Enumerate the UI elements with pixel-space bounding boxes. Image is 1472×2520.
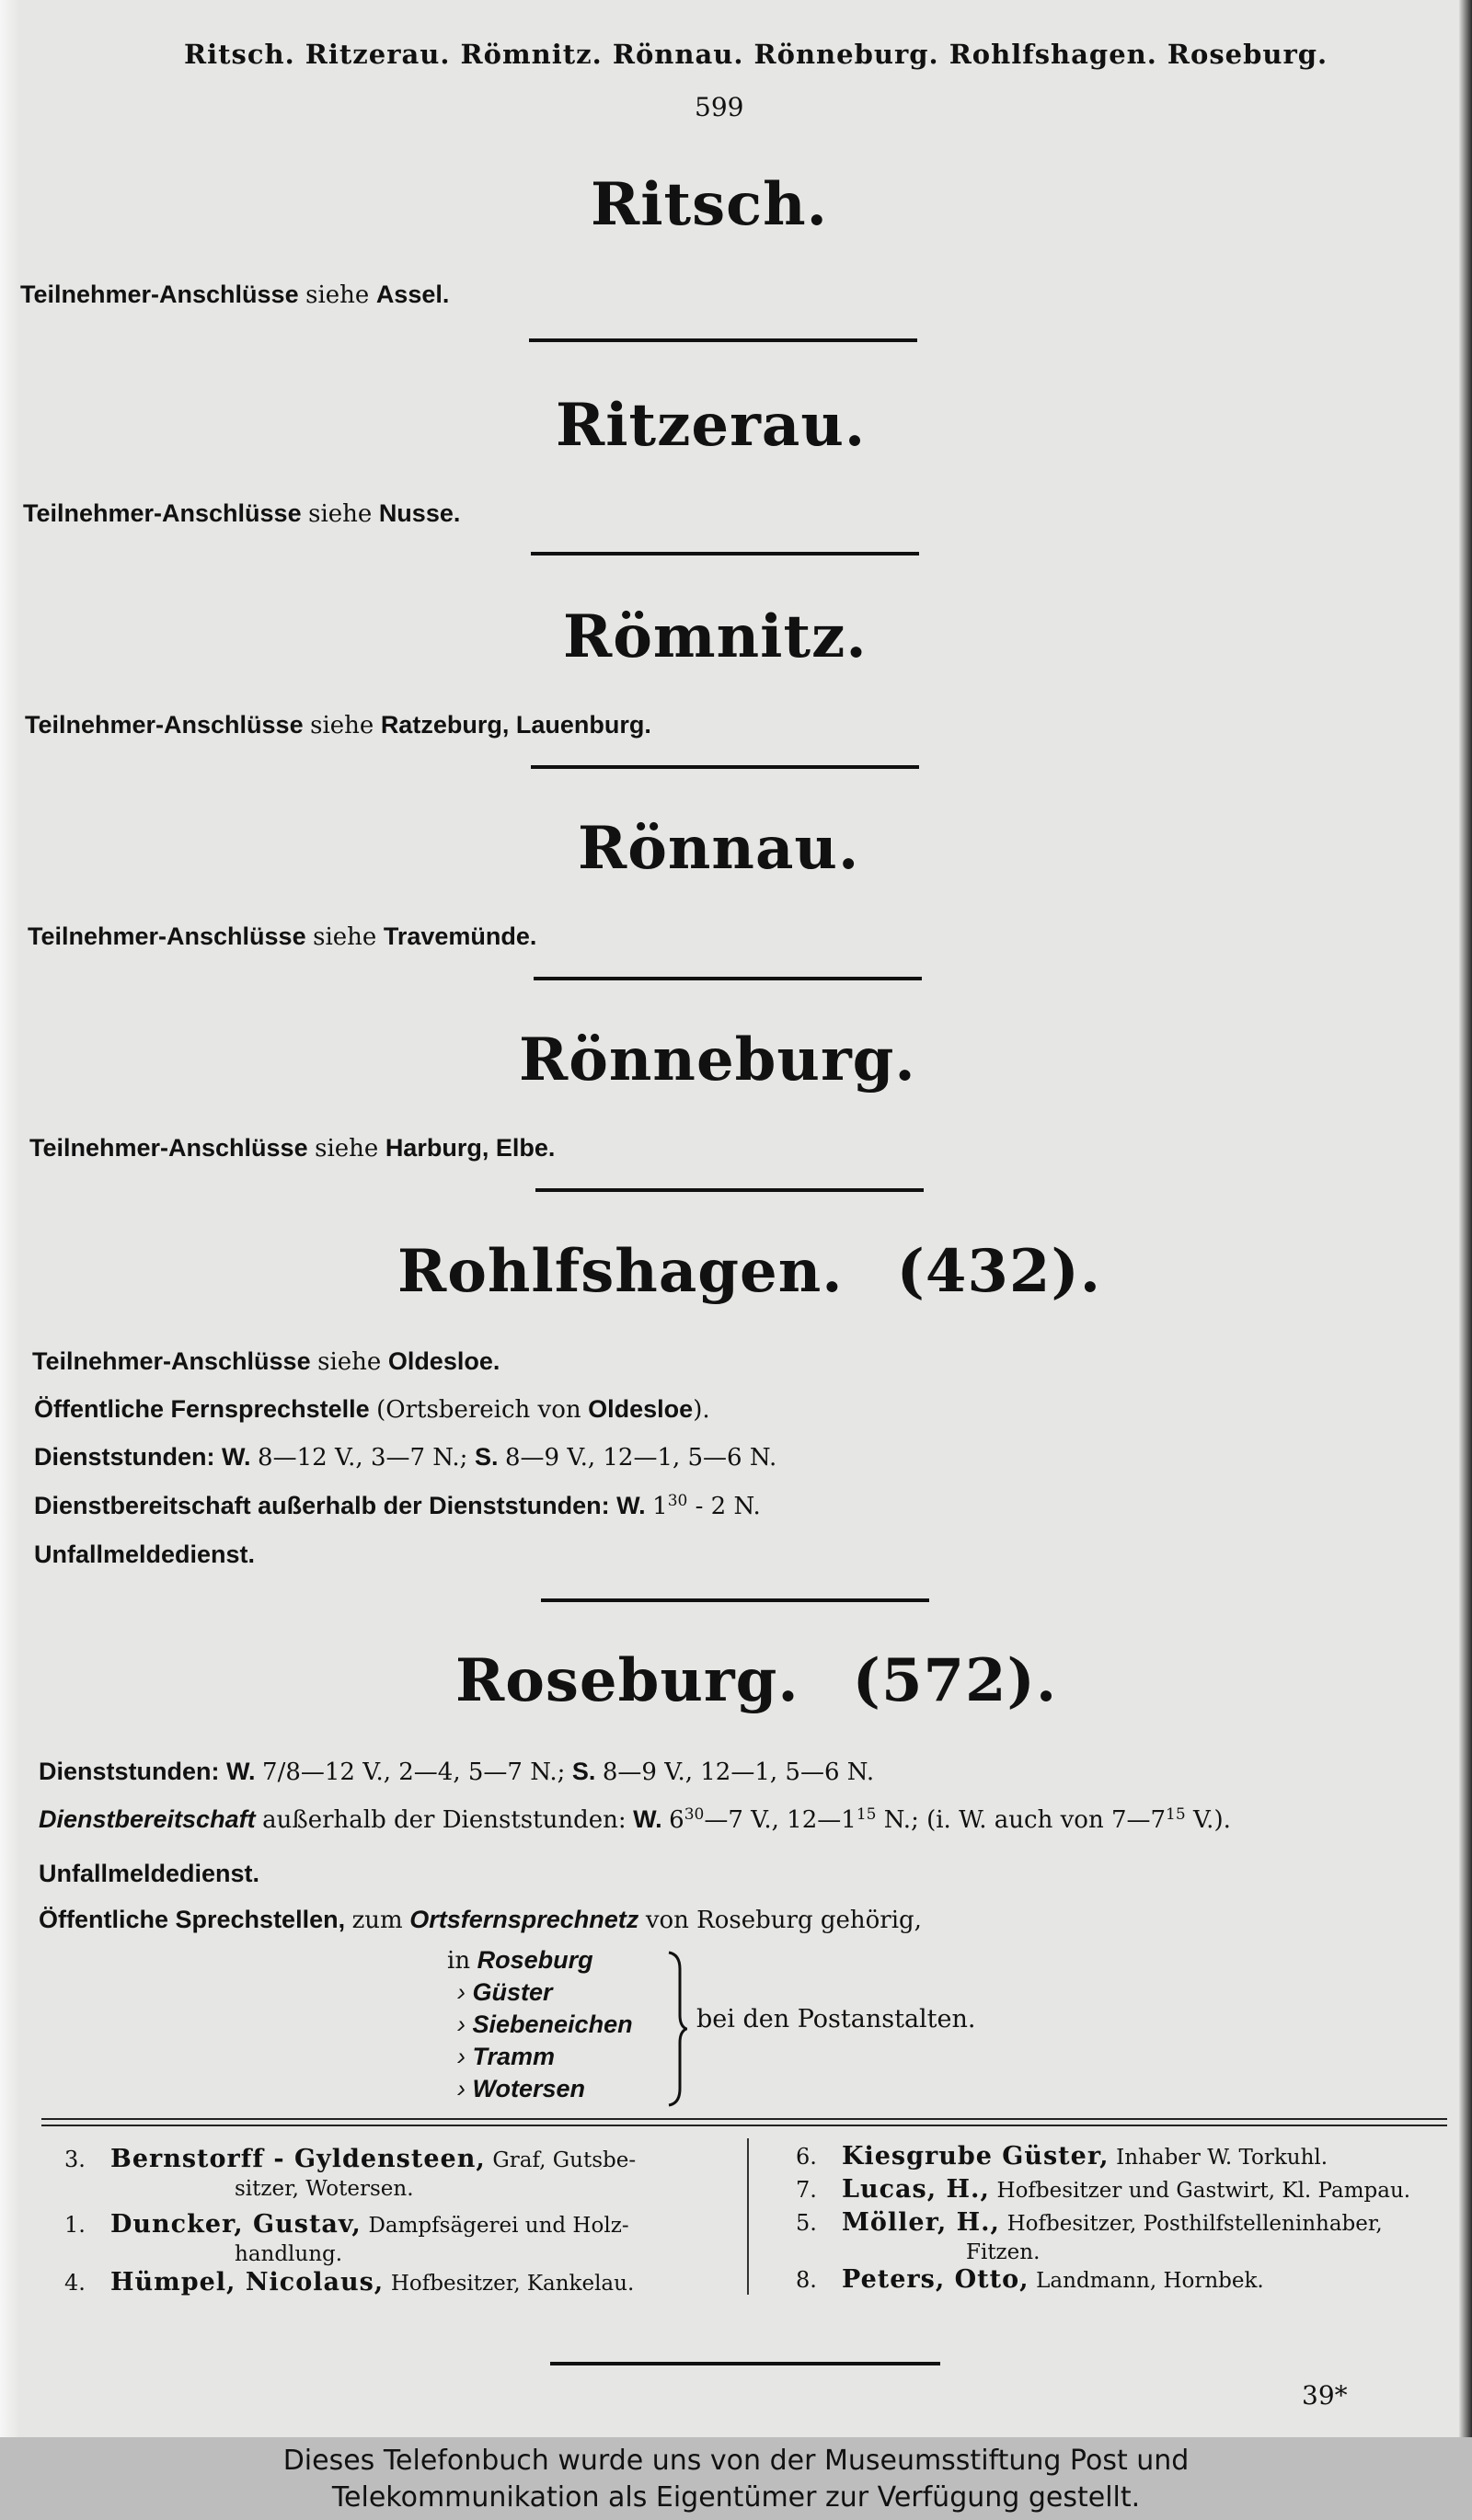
sunday-hours: 8—9 V., 12—1, 5—6 N. bbox=[602, 1758, 875, 1786]
place-name[interactable]: Tramm bbox=[472, 2043, 556, 2070]
rohlfshagen-public-station bbox=[34, 1395, 710, 1424]
subscriber-entry[interactable] bbox=[796, 2265, 1449, 2295]
standby-text: außerhalb der Dienststunden: bbox=[262, 1806, 627, 1834]
public-station-place[interactable]: Oldesloe bbox=[588, 1395, 694, 1423]
section-name: Rohlfshagen. bbox=[397, 1237, 844, 1306]
section-divider bbox=[535, 1188, 924, 1192]
see-label: siehe bbox=[305, 281, 370, 309]
attribution-line: Telekommunikation als Eigentümer zur Verfügung gestellt. bbox=[331, 2481, 1141, 2514]
section-roemnitz-text bbox=[25, 711, 651, 739]
standby-minutes: 30 bbox=[667, 1492, 688, 1510]
attribution-footer bbox=[0, 2437, 1472, 2520]
section-divider bbox=[531, 765, 919, 769]
sunday-label: S. bbox=[474, 1443, 499, 1471]
section-roennau-text bbox=[28, 922, 536, 951]
section-title-rohlfshagen bbox=[397, 1237, 1101, 1306]
section-divider bbox=[550, 2362, 940, 2365]
section-title-roemnitz: Römnitz. bbox=[563, 602, 868, 671]
subscriber-entry[interactable] bbox=[796, 2175, 1449, 2205]
subscriber-number: 5. bbox=[796, 2210, 817, 2236]
public-stations-text: zum bbox=[351, 1907, 403, 1934]
subscriber-label: Teilnehmer-Anschlüsse bbox=[28, 922, 306, 950]
area-code: (432). bbox=[896, 1237, 1101, 1306]
section-divider bbox=[541, 1598, 929, 1602]
subscriber-number: 1. bbox=[64, 2212, 86, 2238]
subscriber-name: Kiesgrube Güster, bbox=[842, 2142, 1110, 2171]
place-name[interactable]: Wotersen bbox=[472, 2075, 586, 2102]
reference-place[interactable]: Assel. bbox=[375, 281, 450, 308]
subscriber-label: Teilnehmer-Anschlüsse bbox=[25, 711, 304, 739]
section-name: Roseburg. bbox=[455, 1646, 799, 1715]
reference-place[interactable]: Nusse. bbox=[378, 499, 461, 527]
standby-sup: 30 bbox=[684, 1805, 705, 1824]
section-title-ritzerau: Ritzerau. bbox=[556, 391, 867, 460]
see-label: siehe bbox=[310, 712, 374, 739]
place-name[interactable]: Roseburg bbox=[477, 1946, 593, 1974]
public-stations-text: von Roseburg gehörig, bbox=[645, 1907, 922, 1934]
place-name[interactable]: Siebeneichen bbox=[472, 2010, 633, 2038]
weekday-label: W. bbox=[633, 1805, 662, 1833]
standby-hours bbox=[669, 1806, 1231, 1834]
standby-hour: 1 bbox=[652, 1493, 668, 1520]
subscriber-name: Peters, Otto, bbox=[842, 2265, 1029, 2294]
standby-part: V.). bbox=[1192, 1806, 1231, 1834]
place-prefix: in bbox=[447, 1947, 471, 1975]
rohlfshagen-standby bbox=[34, 1492, 761, 1520]
see-label: siehe bbox=[308, 500, 373, 528]
roseburg-accident-service: Unfallmeldedienst. bbox=[39, 1860, 260, 1887]
place-list-item bbox=[457, 2010, 633, 2039]
subscriber-description: Inhaber W. Torkuhl. bbox=[1116, 2146, 1328, 2170]
page-edge-right bbox=[1459, 0, 1472, 2437]
reference-place[interactable]: Travemünde. bbox=[383, 922, 537, 950]
section-title-roseburg bbox=[455, 1646, 1057, 1715]
section-title-roenneburg: Rönneburg. bbox=[519, 1025, 916, 1094]
subscriber-entry[interactable] bbox=[796, 2142, 1449, 2171]
subscriber-number: 3. bbox=[64, 2147, 86, 2172]
place-prefix: › bbox=[457, 2010, 466, 2038]
curly-brace-icon bbox=[667, 1951, 687, 2107]
subscriber-description-cont: handlung. bbox=[235, 2242, 343, 2266]
page-edge-left bbox=[0, 0, 20, 2437]
subscriber-entry[interactable] bbox=[64, 2268, 718, 2297]
subscriber-number: 4. bbox=[64, 2270, 86, 2296]
subscriber-entry[interactable] bbox=[64, 2145, 718, 2203]
subscriber-label: Teilnehmer-Anschlüsse bbox=[29, 1134, 308, 1162]
place-prefix: › bbox=[457, 1978, 466, 2006]
public-station-end: ). bbox=[693, 1396, 710, 1424]
place-list-item bbox=[457, 2075, 585, 2103]
public-stations-label: Öffentliche Sprechstellen, bbox=[39, 1906, 346, 1933]
place-list-item bbox=[447, 1946, 593, 1975]
section-divider bbox=[529, 338, 917, 342]
subscriber-description: Hofbesitzer, Posthilfstelleninhaber, bbox=[1006, 2212, 1383, 2236]
standby-sup: 15 bbox=[856, 1805, 877, 1824]
subscriber-number: 7. bbox=[796, 2177, 817, 2203]
standby-hours bbox=[652, 1493, 761, 1520]
section-divider bbox=[534, 977, 922, 980]
place-prefix: › bbox=[457, 2075, 466, 2102]
see-label: siehe bbox=[315, 1135, 379, 1163]
place-list-item bbox=[457, 2043, 555, 2071]
subscriber-name: Hümpel, Nicolaus, bbox=[110, 2268, 385, 2297]
sunday-label: S. bbox=[571, 1758, 596, 1785]
subscriber-entry[interactable] bbox=[796, 2208, 1449, 2266]
area-code: (572). bbox=[852, 1646, 1058, 1715]
subscriber-description-cont: Fitzen. bbox=[966, 2240, 1041, 2264]
hours-label: Dienststunden: bbox=[39, 1758, 220, 1785]
subscriber-description: Graf, Gutsbe- bbox=[492, 2148, 637, 2172]
place-prefix: › bbox=[457, 2043, 466, 2070]
subscriber-label: Teilnehmer-Anschlüsse bbox=[32, 1347, 311, 1375]
roseburg-hours bbox=[39, 1758, 874, 1786]
local-network-label: Ortsfernsprechnetz bbox=[409, 1906, 639, 1933]
attribution-line: Dieses Telefonbuch wurde uns von der Museumsstiftung Post und bbox=[282, 2445, 1190, 2477]
roseburg-standby bbox=[39, 1805, 1231, 1834]
rohlfshagen-subscribers bbox=[32, 1347, 500, 1376]
section-title-ritsch: Ritsch. bbox=[591, 170, 828, 239]
standby-sup: 15 bbox=[1166, 1805, 1186, 1824]
subscriber-description: Dampfsägerei und Holz- bbox=[368, 2214, 629, 2238]
section-ritsch-text bbox=[20, 281, 449, 309]
standby-label: Dienstbereitschaft außerhalb der Dienststunden: W. bbox=[34, 1492, 646, 1519]
public-station-label: Öffentliche Fernsprechstelle bbox=[34, 1395, 370, 1423]
subscriber-description: Hofbesitzer und Gastwirt, Kl. Pampau. bbox=[996, 2179, 1411, 2203]
subscriber-name: Möller, H., bbox=[842, 2208, 1000, 2237]
column-divider bbox=[747, 2138, 749, 2295]
double-rule-bottom bbox=[41, 2125, 1447, 2126]
standby-label: Dienstbereitschaft bbox=[39, 1805, 256, 1833]
standby-part: N.; (i. W. auch von 7—7 bbox=[883, 1806, 1167, 1834]
weekday-label: W. bbox=[222, 1443, 251, 1471]
place-name[interactable]: Güster bbox=[472, 1978, 553, 2006]
section-ritzerau-text bbox=[23, 499, 460, 528]
section-divider bbox=[531, 552, 919, 556]
weekday-label: W. bbox=[226, 1758, 256, 1785]
subscriber-description-cont: sitzer, Wotersen. bbox=[235, 2177, 414, 2201]
public-station-text: (Ortsbereich von bbox=[376, 1396, 581, 1424]
section-roenneburg-text bbox=[29, 1134, 555, 1163]
subscriber-label: Teilnehmer-Anschlüsse bbox=[20, 281, 299, 308]
sunday-hours: 8—9 V., 12—1, 5—6 N. bbox=[504, 1444, 777, 1472]
subscriber-entry[interactable] bbox=[64, 2210, 718, 2268]
section-title-roennau: Rönnau. bbox=[578, 814, 860, 883]
running-head: Ritsch. Ritzerau. Römnitz. Rönnau. Rönneburg. Rohlfshagen. Roseburg. bbox=[184, 39, 1328, 70]
subscriber-name: Duncker, Gustav, bbox=[110, 2210, 362, 2239]
weekday-hours: 7/8—12 V., 2—4, 5—7 N.; bbox=[262, 1758, 566, 1786]
reference-place[interactable]: Oldesloe. bbox=[387, 1347, 500, 1375]
signature-mark: 39* bbox=[1302, 2380, 1348, 2411]
see-label: siehe bbox=[317, 1348, 382, 1376]
roseburg-public-stations bbox=[39, 1906, 922, 1934]
rohlfshagen-hours bbox=[34, 1443, 776, 1472]
subscriber-name: Bernstorff - Gyldensteen, bbox=[110, 2145, 486, 2173]
subscriber-name: Lucas, H., bbox=[842, 2175, 990, 2204]
double-rule-top bbox=[41, 2118, 1447, 2120]
subscriber-number: 8. bbox=[796, 2267, 817, 2293]
standby-part: 6 bbox=[669, 1806, 684, 1834]
reference-place[interactable]: Harburg, Elbe. bbox=[385, 1134, 556, 1162]
reference-place[interactable]: Ratzeburg, Lauenburg. bbox=[380, 711, 651, 739]
standby-part: —7 V., 12—1 bbox=[704, 1806, 857, 1834]
standby-end: - 2 N. bbox=[695, 1493, 761, 1520]
rohlfshagen-accident-service: Unfallmeldedienst. bbox=[34, 1541, 256, 1568]
subscriber-description: Hofbesitzer, Kankelau. bbox=[390, 2272, 635, 2296]
subscriber-description: Landmann, Hornbek. bbox=[1036, 2269, 1264, 2293]
subscriber-label: Teilnehmer-Anschlüsse bbox=[23, 499, 302, 527]
hours-label: Dienststunden: bbox=[34, 1443, 215, 1471]
see-label: siehe bbox=[313, 923, 377, 951]
subscriber-number: 6. bbox=[796, 2144, 817, 2170]
weekday-hours: 8—12 V., 3—7 N.; bbox=[258, 1444, 468, 1472]
places-note: bei den Postanstalten. bbox=[696, 2005, 976, 2033]
page-number: 599 bbox=[695, 92, 744, 122]
place-list-item bbox=[457, 1978, 553, 2007]
